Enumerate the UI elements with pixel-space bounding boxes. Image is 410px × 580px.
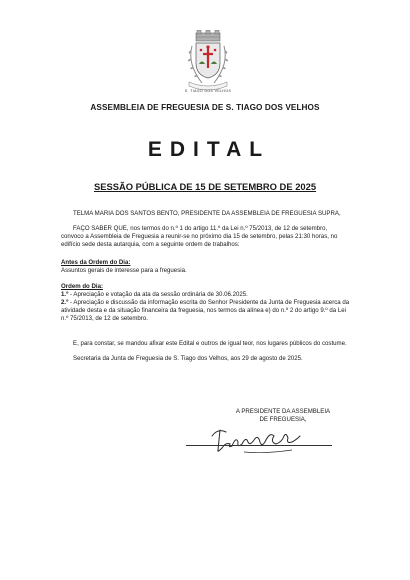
signatory-title-line1: A PRESIDENTE DA ASSEMBLEIA: [235, 408, 331, 415]
agenda-item-2: [61, 299, 350, 323]
document-title: EDITAL: [147, 138, 271, 161]
agenda-item-text: - Apreciação e votação da ata da sessão ordinária de 30.06.2025.: [68, 290, 248, 298]
parish-crest-icon: [180, 30, 236, 92]
signatory-title-line2: DE FREGUESIA,: [259, 416, 307, 424]
organization-name: ASSEMBLEIA DE FREGUESIA DE S. TIAGO DOS VELHOS: [90, 103, 320, 112]
before-agenda-heading: Antes da Ordem do Dia:: [61, 259, 131, 267]
handwritten-signature-icon: [204, 422, 324, 456]
date-paragraph: Secretaria da Junta de Freguesia de S. Tiago dos Velhos, aos 29 de agosto de 2025.: [73, 355, 303, 363]
convocation-paragraph: FAÇO SABER QUE, nos termos do n.º 1 do artigo 11.º da Lei n.º 75/2013, de 12 de setembro, convoco a Assembleia de Freguesia a reunir-se no próximo dia 15 de setembro, pelas 21:30 horas, no edifício sede desta autarquia, com a seguinte ordem de trabalhos:: [61, 225, 338, 249]
signature-line: [186, 445, 332, 446]
intro-paragraph: TELMA MARIA DOS SANTOS BENTO, PRESIDENTE DA ASSEMBLEIA DE FREGUESIA SUPRA,: [73, 210, 341, 217]
agenda-item-number: 1.º: [61, 290, 69, 298]
agenda-item-number: 2.º: [61, 298, 69, 306]
agenda-item-1: [61, 291, 350, 299]
closing-paragraph: E, para constar, se mandou afixar este Edital e outros de igual teor, nos lugares públicos do costume.: [73, 340, 347, 348]
agenda-heading: Ordem do Dia:: [61, 282, 103, 290]
document-body: [61, 210, 350, 363]
before-agenda-text: Assuntos gerais de interesse para a freguesia.: [61, 267, 187, 275]
crest-caption: S. TIAGO DOS VELHOS: [184, 89, 232, 93]
session-heading: SESSÃO PÚBLICA DE 15 DE SETEMBRO DE 2025: [93, 181, 317, 192]
agenda-item-text: - Apreciação e discussão da informação escrita do Senhor Presidente da Junta de Freguesia acerca da atividade desta e da situação financeira da freguesia, nos termos da alínea e) do n.º 2 do artigo 9.º da Lei n.º 75/2013, de 12 de setembro.: [61, 298, 350, 322]
